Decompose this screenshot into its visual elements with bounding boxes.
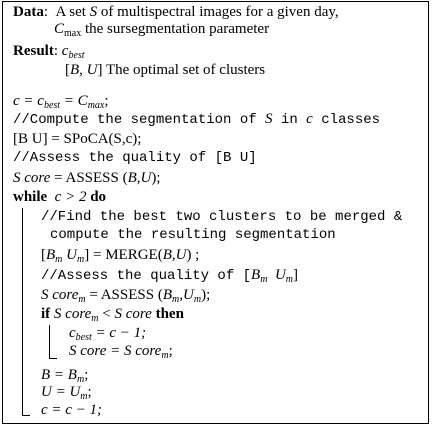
result-colon: :: [53, 43, 62, 59]
if-line: [41, 305, 184, 323]
result-line1-var: c: [61, 43, 69, 59]
if-keyword: if: [41, 306, 51, 322]
comment-assess-m: [41, 266, 298, 285]
comment-find-1: [41, 208, 402, 226]
init-assign-end: ;: [104, 93, 109, 109]
score-args: B,U: [127, 170, 152, 186]
result-line1-sub: best: [68, 50, 85, 61]
assign-u-sub: m: [80, 391, 88, 402]
while-line: [13, 188, 106, 206]
init-assign-mid: = C: [60, 93, 88, 109]
comment1-mid: in: [272, 112, 307, 128]
then-keyword: then: [155, 306, 184, 322]
if-body-rule: [49, 325, 50, 358]
spoca-call-text: [B U] = SPoCA(S,c);: [13, 131, 142, 147]
comment1-post: classes: [312, 112, 381, 128]
then-line-2: [69, 342, 173, 360]
comment4-u: U: [267, 267, 286, 283]
then1-sub: best: [75, 332, 92, 343]
comment-compute: [13, 110, 380, 129]
data-line2-var: C: [54, 21, 65, 37]
if-body-rule-end: [49, 358, 57, 359]
if-cond-sub: m: [91, 313, 99, 324]
data-line1-var: S: [89, 4, 98, 20]
comment4-pre: //Assess the quality of [: [41, 268, 252, 284]
scorem-args-b-sub: m: [172, 294, 180, 305]
score-assign: [13, 169, 161, 187]
init-assign-sub2: max: [87, 100, 105, 111]
scorem-end: );: [201, 287, 211, 303]
assign-u-text: U = U: [41, 384, 81, 400]
merge-lhs-pre: [: [41, 247, 46, 263]
comment1-pre: //Compute the segmentation of: [13, 112, 266, 128]
assign-b-sub: m: [76, 374, 85, 385]
then2-sub: m: [161, 350, 169, 361]
merge-args: B,U: [162, 247, 187, 263]
data-label: Data: [13, 4, 44, 20]
comment2-text: //Assess the quality of [B U]: [13, 150, 257, 166]
comment4-b-sub: m: [260, 274, 268, 285]
if-cond-op: <: [98, 306, 115, 322]
result-line2-suffix: ] The optimal set of clusters: [97, 62, 266, 78]
result-line-2: [65, 61, 265, 79]
assign-u-line: [41, 383, 92, 401]
scorem-args-b: B: [162, 287, 173, 303]
decrement-line: [41, 401, 102, 419]
merge-lhs-b-sub: m: [55, 254, 63, 265]
spoca-call: [13, 130, 141, 148]
assign-u-end: ;: [87, 384, 92, 400]
scorem-args-u-sub: m: [193, 294, 202, 305]
result-label: Result: [13, 43, 54, 59]
comment1-var2: c: [306, 111, 313, 127]
comment4-end: ]: [293, 267, 299, 283]
assign-b-line: [41, 366, 88, 384]
init-assign: [13, 92, 109, 110]
while-body-rule-end: [22, 415, 30, 416]
comment-find-2: [50, 226, 336, 244]
merge-lhs-u: U: [62, 247, 77, 263]
then2-lhs: S core = S core: [69, 343, 162, 359]
result-line2-var: B, U: [70, 62, 98, 78]
merge-end: ) ;: [186, 247, 200, 263]
init-assign-text: c = c: [13, 93, 44, 109]
comment1-var1: S: [265, 111, 273, 127]
result-line-1: [13, 42, 85, 60]
comment-assess: [13, 149, 257, 167]
assign-b-end: ;: [84, 367, 89, 383]
scorem-args-u: ,U: [179, 287, 194, 303]
scorem-assign: [41, 286, 210, 304]
while-keyword: while: [13, 189, 48, 205]
if-cond-var: S core: [53, 306, 92, 322]
data-colon: :: [43, 4, 56, 20]
data-line2-sub: max: [64, 28, 82, 39]
merge-lhs-b: B: [46, 247, 56, 263]
data-line1-prefix: A set: [55, 4, 90, 20]
init-assign-sub1: best: [43, 100, 61, 111]
do-keyword: do: [90, 189, 107, 205]
score-end: );: [151, 170, 161, 186]
data-line-1: [13, 3, 339, 21]
scorem-assign-text: = ASSESS (: [85, 287, 163, 303]
then1-var: c: [69, 325, 76, 341]
then1-rhs: = c − 1;: [91, 325, 147, 341]
comment4-u-sub: m: [285, 274, 294, 285]
merge-call: [41, 246, 199, 264]
while-body-rule: [22, 208, 23, 415]
while-cond: c > 2: [54, 189, 87, 205]
then-line-1: [69, 324, 146, 342]
merge-lhs-u-sub: m: [77, 254, 85, 265]
result-line2-prefix: [: [65, 62, 70, 78]
comment4-b: B: [251, 267, 261, 283]
data-line1-suffix: of multispectral images for a given day,: [97, 4, 339, 20]
if-cond-rhs: S core: [114, 306, 152, 322]
comment3-line1: //Find the best two clusters to be merged &: [41, 209, 403, 225]
score-assign-text: = ASSESS (: [50, 170, 128, 186]
merge-rhs: ] = MERGE(: [84, 247, 163, 263]
scorem-var: S core: [41, 287, 79, 303]
assign-b-text: B = B: [41, 367, 77, 383]
scorem-sub: m: [78, 294, 86, 305]
decrement-text: c = c − 1;: [41, 402, 103, 418]
data-line2-suffix: the sursegmentation parameter: [81, 21, 270, 37]
then2-end: ;: [168, 343, 173, 359]
score-var: S core: [13, 170, 51, 186]
data-line-2: [54, 20, 269, 38]
comment3-line2: compute the resulting segmentation: [50, 227, 336, 243]
